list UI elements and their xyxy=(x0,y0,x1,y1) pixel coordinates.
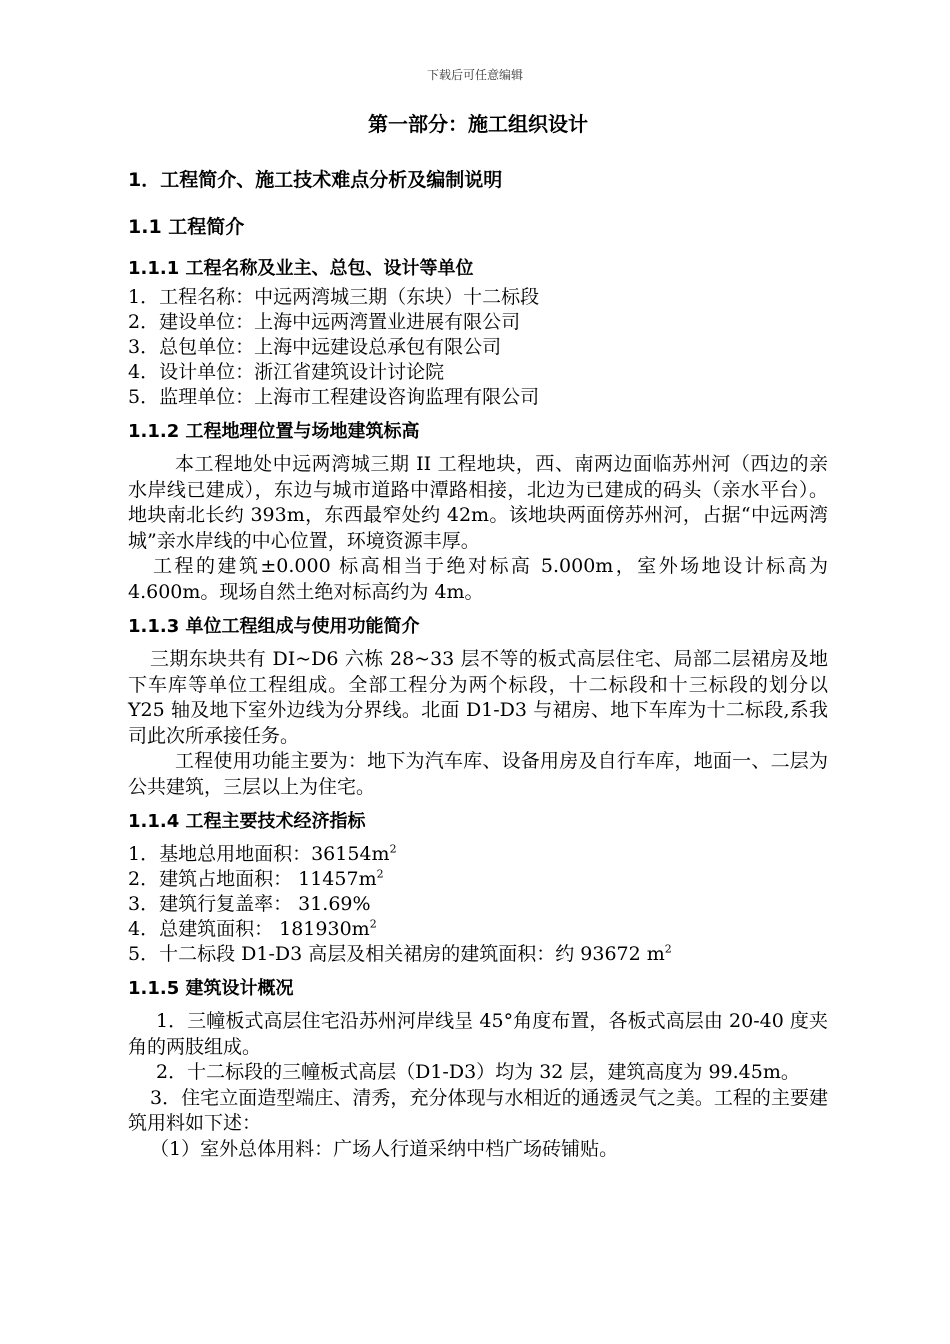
paragraph: 本工程地处中远两湾城三期 II 工程地块，西、南两边面临苏州河（西边的亲水岸线已建成），东边与城市道路中潭路相接，北边为已建成的码头（亲水平台）。地块南北长约 393m，东西最窄处约 42m。该地块两面傍苏州河，占据“中远两湾城”亲水岸线的中心位置，环境资源丰厚。 xyxy=(128,453,828,552)
section-heading-1-1-1: 1.1.1 工程名称及业主、总包、设计等单位 xyxy=(128,258,474,279)
section-heading-1-1-5: 1.1.5 建筑设计概况 xyxy=(128,978,294,999)
paragraph: 三期东块共有 DI~D6 六栋 28~33 层不等的板式高层住宅、局部二层裙房及地下车库等单位工程组成。全部工程分为两个标段，十二标段和十三标段的划分以 Y25 轴及地下室外边线为分界线。北面 D1-D3 与裙房、地下车库为十二标段,系我司此次所承接任务。 xyxy=(128,648,828,747)
section-heading-1-1-4: 1.1.4 工程主要技术经济指标 xyxy=(128,811,366,832)
paragraph: 工程的建筑±0.000 标高相当于绝对标高 5.000m，室外场地设计标高为 4.600m。现场自然土绝对标高约为 4m。 xyxy=(128,555,828,603)
document-body xyxy=(128,108,828,1162)
list-item: 5．监理单位：上海市工程建设咨询监理有限公司 xyxy=(128,386,540,408)
list-item: 1．工程名称：中远两湾城三期（东块）十二标段 xyxy=(128,286,540,308)
section-heading-1-1-2: 1.1.2 工程地理位置与场地建筑标高 xyxy=(128,421,420,442)
list-item: 3．建筑行复盖率： 31.69% xyxy=(128,893,371,915)
header-note: 下载后可任意编辑 xyxy=(426,68,523,82)
section-heading-1-1: 1.1 工程简介 xyxy=(128,216,245,238)
section-heading-1: 1．工程简介、施工技术难点分析及编制说明 xyxy=(128,169,503,191)
paragraph: 3．住宅立面造型端庄、清秀，充分体现与水相近的通透灵气之美。工程的主要建筑用料如下述： xyxy=(128,1086,828,1134)
project-units-list xyxy=(128,285,828,410)
paragraph: 工程使用功能主要为：地下为汽车库、设备用房及自行车库，地面一、二层为公共建筑，三层以上为住宅。 xyxy=(128,750,828,798)
list-item: 2．建设单位：上海中远两湾置业进展有限公司 xyxy=(128,311,521,333)
list-item: 4．总建筑面积： $181930m^2$ xyxy=(128,917,377,940)
list-item: 2．建筑占地面积： $11457m^2$ xyxy=(128,867,384,890)
list-item: 1．基地总用地面积：$36154m^2$ xyxy=(128,842,397,865)
paragraph: 2．十二标段的三幢板式高层（D1-D3）均为 32 层，建筑高度为 99.45m。 xyxy=(156,1061,800,1083)
indicators-list xyxy=(128,842,828,967)
document-title: 第一部分：施工组织设计 xyxy=(368,112,588,136)
paragraph: 1．三幢板式高层住宅沿苏州河岸线呈 45°角度布置，各板式高层由 20-40 度夹角的两肢组成。 xyxy=(128,1010,828,1058)
list-item: 3．总包单位：上海中远建设总承包有限公司 xyxy=(128,336,502,358)
list-item: 5．十二标段 D1-D3 高层及相关裙房的建筑面积：约 93672 $m^2$ xyxy=(128,942,672,965)
section-heading-1-1-3: 1.1.3 单位工程组成与使用功能简介 xyxy=(128,616,420,637)
paragraph: （1）室外总体用料：广场人行道采纳中档广场砖铺贴。 xyxy=(150,1137,619,1160)
list-item: 4．设计单位：浙江省建筑设计讨论院 xyxy=(128,361,445,383)
